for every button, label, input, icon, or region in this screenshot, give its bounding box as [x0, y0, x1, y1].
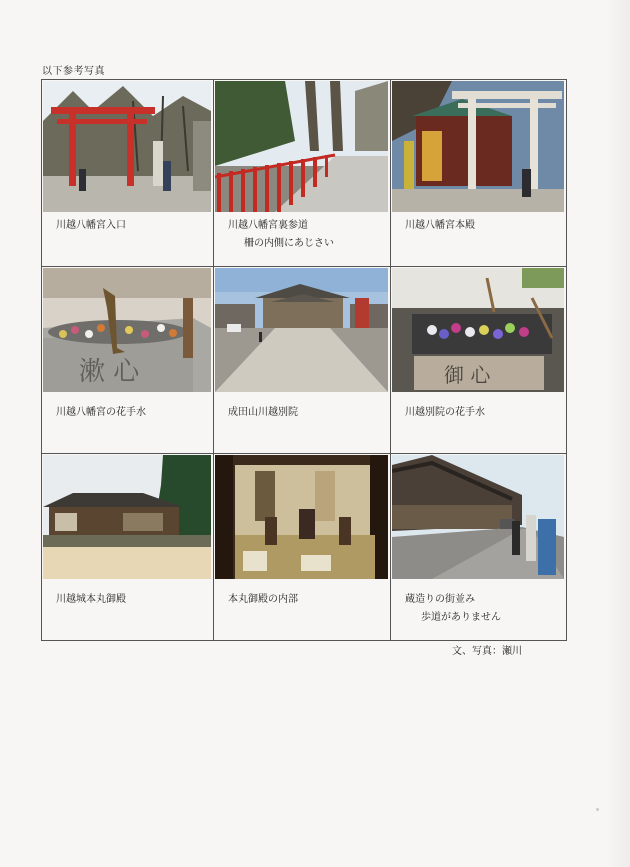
caption-line: 川越八幡宮本殿: [405, 220, 475, 231]
photo-shrine-entrance: [43, 81, 213, 212]
photo-palace-interior: [215, 455, 390, 579]
photo-caption: [405, 404, 485, 422]
photo-back-approach: [215, 81, 390, 212]
grid-row: [42, 267, 567, 454]
photo-grid: [41, 79, 567, 641]
photo-castle-palace: [43, 455, 213, 579]
photo-cell: [42, 454, 214, 641]
grid-row: [42, 454, 567, 641]
photo-hanachozu-hachimangu: [43, 268, 213, 392]
author-credit: 文、写真：瀬川: [452, 646, 522, 657]
photo-main-hall: [392, 81, 566, 212]
grid-row: [42, 80, 567, 267]
photo-caption: [56, 404, 146, 422]
caption-line: 川越八幡宮入口: [56, 220, 126, 231]
photo-caption: [56, 591, 126, 609]
photo-cell: [42, 80, 214, 267]
caption-line: 川越八幡宮裏参道: [228, 220, 308, 231]
caption-line: 柵の内側にあじさい: [244, 238, 334, 249]
photo-naritasan-temple: [215, 268, 390, 392]
photo-cell: [214, 454, 391, 641]
photo-cell: [391, 80, 567, 267]
photo-caption: [56, 217, 126, 235]
page-heading: 以下参考写真: [42, 66, 105, 77]
paper-speck: [596, 808, 599, 811]
svg-text:漱 心: 漱 心: [79, 357, 140, 387]
photo-hanachozu-betsuin: [392, 268, 566, 392]
caption-line: 川越城本丸御殿: [56, 594, 126, 605]
photo-caption: [228, 404, 298, 422]
svg-text:御 心: 御 心: [444, 363, 491, 387]
photo-cell: [214, 80, 391, 267]
caption-line: 川越八幡宮の花手水: [56, 407, 146, 418]
caption-line: 川越別院の花手水: [405, 407, 485, 418]
caption-line: 本丸御殿の内部: [228, 594, 298, 605]
photo-cell: [391, 267, 567, 454]
photo-caption: [405, 591, 501, 627]
caption-line: 蔵造りの街並み: [405, 594, 475, 605]
photo-caption: [405, 217, 475, 235]
photo-caption: [228, 591, 298, 609]
photo-cell: [42, 267, 214, 454]
photo-cell: [391, 454, 567, 641]
caption-line: 成田山川越別院: [228, 407, 298, 418]
photo-caption: [228, 217, 334, 253]
page-edge-shadow: [606, 0, 630, 867]
caption-line: 歩道がありません: [421, 612, 501, 623]
photo-kura-street: [392, 455, 566, 579]
photo-cell: [214, 267, 391, 454]
